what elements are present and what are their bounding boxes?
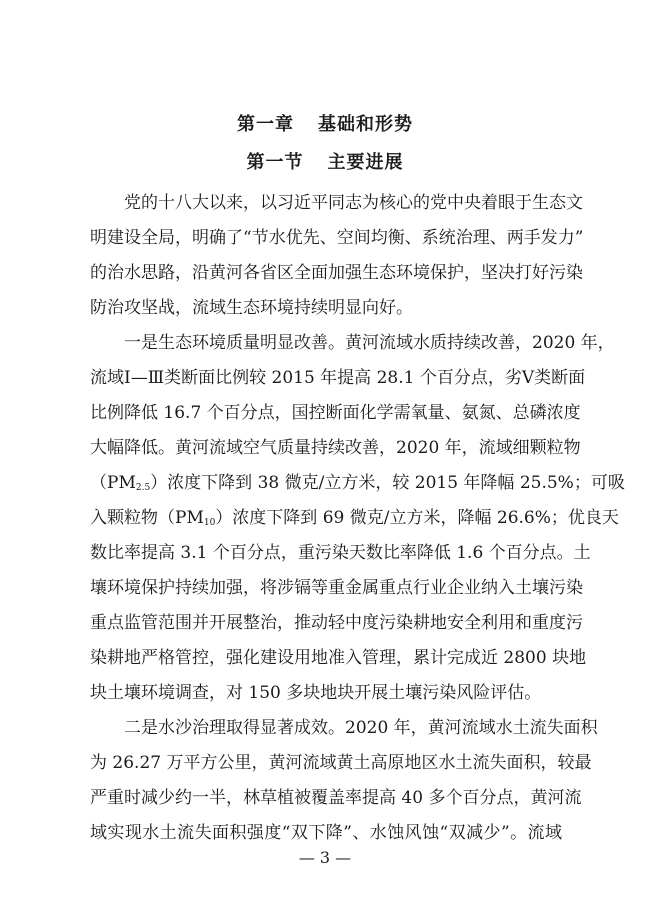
page-number: — 3 — <box>298 848 352 867</box>
text-line: 的治水思路，沿黄河各省区全面加强生态环境保护，坚决打好污染 <box>90 263 583 283</box>
paragraph-intro <box>90 186 584 326</box>
chapter-heading <box>0 114 650 136</box>
text-line: 党的十八大以来，以习近平同志为核心的党中央着眼于生态文 <box>124 193 583 213</box>
subscript: 2.5 <box>135 483 151 493</box>
text-line: 二是水沙治理取得显著成效。2020 年，黄河流域水土流失面积 <box>124 718 598 738</box>
text-segment: ）浓度下降到 69 微克/立方米，降幅 26.6%；优良天 <box>215 508 619 528</box>
text-line: 块土壤环境调查，对 150 多块地块开展土壤污染风险评估。 <box>90 683 542 703</box>
subscript: 10 <box>203 518 216 528</box>
text-segment: 入颗粒物（PM <box>90 508 204 528</box>
paragraph-environment-quality <box>90 326 625 711</box>
text-line: 染耕地严格管控，强化建设用地准入管理，累计完成近 2800 块地 <box>90 648 587 668</box>
text-line: 一是生态环境质量明显改善。黄河流域水质持续改善，2020 年， <box>124 333 615 353</box>
text-line-pm10 <box>90 501 619 536</box>
text-line: 壤环境保护持续加强，将涉镉等重金属重点行业企业纳入土壤污染 <box>90 578 583 598</box>
section-title: 主要进展 <box>327 152 404 173</box>
section-heading <box>0 152 650 174</box>
body-text <box>90 186 625 851</box>
text-line-pm25 <box>90 466 625 501</box>
text-line: 严重时减少约一半，林草植被覆盖率提高 40 多个百分点，黄河流 <box>90 788 582 808</box>
paragraph-water-sediment <box>90 711 598 851</box>
text-line: 比例降低 16.7 个百分点，国控断面化学需氧量、氨氮、总磷浓度 <box>90 403 581 423</box>
text-segment: （PM <box>90 473 136 493</box>
text-segment: ）浓度下降到 38 微克/立方米，较 2015 年降幅 25.5%；可吸 <box>150 473 625 493</box>
text-line: 防治攻坚战，流域生态环境持续明显向好。 <box>90 298 413 318</box>
chapter-title: 基础和形势 <box>318 114 413 135</box>
chapter-label: 第一章 <box>237 114 294 135</box>
section-label: 第一节 <box>246 152 304 173</box>
text-line: 流域Ⅰ—Ⅲ类断面比例较 2015 年提高 28.1 个百分点，劣Ⅴ类断面 <box>90 368 586 388</box>
text-line: 重点监管范围并开展整治，推动轻中度污染耕地安全利用和重度污 <box>90 613 583 633</box>
text-line: 为 26.27 万平方公里，黄河流域黄土高原地区水土流失面积，较最 <box>90 753 592 773</box>
text-line: 大幅降低。黄河流域空气质量持续改善，2020 年，流域细颗粒物 <box>90 438 581 458</box>
text-line: 明建设全局，明确了“节水优先、空间均衡、系统治理、两手发力” <box>90 228 584 248</box>
text-line: 数比率提高 3.1 个百分点，重污染天数比率降低 1.6 个百分点。土 <box>90 543 591 563</box>
text-line: 域实现水土流失面积强度“双下降”、水蚀风蚀“双减少”。流域 <box>90 823 562 843</box>
